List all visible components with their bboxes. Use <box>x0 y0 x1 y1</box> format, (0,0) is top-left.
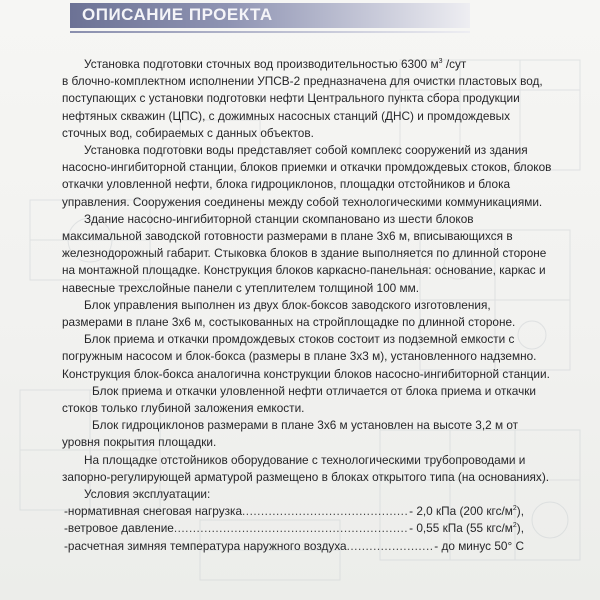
intro-rest-text: в блочно-комплектном исполнении УПСВ-2 предназначена для очистки пластовых вод, поступающих с установки подготовки нефти Центрального пункта сбора продукции нефтяных скважин (ЦПС), с дожимных насосных станций (ДНС) и промдождевых сточных вод, собираемых с данных объектов. <box>62 74 543 140</box>
condition-label: -расчетная зимняя температура наружного воздуха <box>64 538 347 553</box>
paragraph-oil-block: Блок приема и откачки уловленной нефти отличается от блока приема и откачки стоков только глубиной заложения емкости. <box>62 383 536 416</box>
dot-leader <box>242 503 409 520</box>
paragraph-control-block: Блок управления выполнен из двух блок-боксов заводского изготовления, размерами в плане 3х6 м, состыкованных на стройплощадке по длинной стороне. <box>62 297 516 330</box>
paragraph-drain-block: Блок приема и откачки промдождевых стоков состоит из подземной емкости с погружным насосом и блок-бокса (размеры в плане 3х3 м), установленного надземно. Конструкция блок-бокса аналогична конструкции блоков насосно-ингибиторной станции. <box>62 332 550 381</box>
condition-row <box>62 503 524 520</box>
conditions-title: Условия эксплуатации: <box>84 487 211 502</box>
condition-row <box>62 520 524 537</box>
page-title: ОПИСАНИЕ ПРОЕКТА <box>82 5 273 24</box>
document-body <box>62 56 552 555</box>
condition-label: -нормативная снеговая нагрузка <box>64 504 243 519</box>
condition-value: - до минус 50° С <box>434 538 524 553</box>
paragraph-settlers: На площадке отстойников оборудование с технологическими трубопроводами и запорно-регулирующей арматурой размещено в блоках открытого типа (на основаниях). <box>62 452 550 484</box>
intro-line-text: Установка подготовки сточных вод производительностью 6300 м <box>84 57 439 71</box>
condition-value: - 0,55 кПа (55 кгс/$м^2$), <box>409 521 524 536</box>
dot-leader <box>174 520 409 537</box>
paragraph-hydrocyclone: Блок гидроциклонов размерами в плане 3х6 м установлен на высоте 3,2 м от уровня покрытия площадки. <box>62 418 519 450</box>
unit-superscript: 3 <box>438 58 443 66</box>
paragraph-pump-station: Здание насосно-ингибиторной станции скомпановано из шести блоков максимальной заводской готовности размерами в плане 3х6 м, вписывающихся в железнодорожный габарит. Стыковка блоков в здание выполняется по длинной стороне на монтажной площадке. Конструкция блоков каркасно-панельная: основание, каркас и навесные трехслойные панели с утеплителем толщиной 100 мм. <box>62 211 547 295</box>
intro-unit-text: /сут <box>442 57 467 71</box>
paragraph-intro <box>62 56 552 142</box>
dot-leader <box>347 538 435 555</box>
paragraph-composition: Установка подготовки воды представляет собой комплекс сооружений из здания насосно-ингибиторной станции, блоков приемки и откачки промдождевых стоков, блоков откачки уловленной нефти, блока гидроциклонов, площадки отстойников и блока управления. Сооружения соединены между собой технологическими коммуникациями. <box>62 143 552 209</box>
condition-value: - 2,0 кПа (200 кгс/$м^2$), <box>409 504 524 519</box>
condition-label: -ветровое давление <box>64 521 174 536</box>
condition-row <box>62 538 524 555</box>
header-underline <box>70 31 470 33</box>
